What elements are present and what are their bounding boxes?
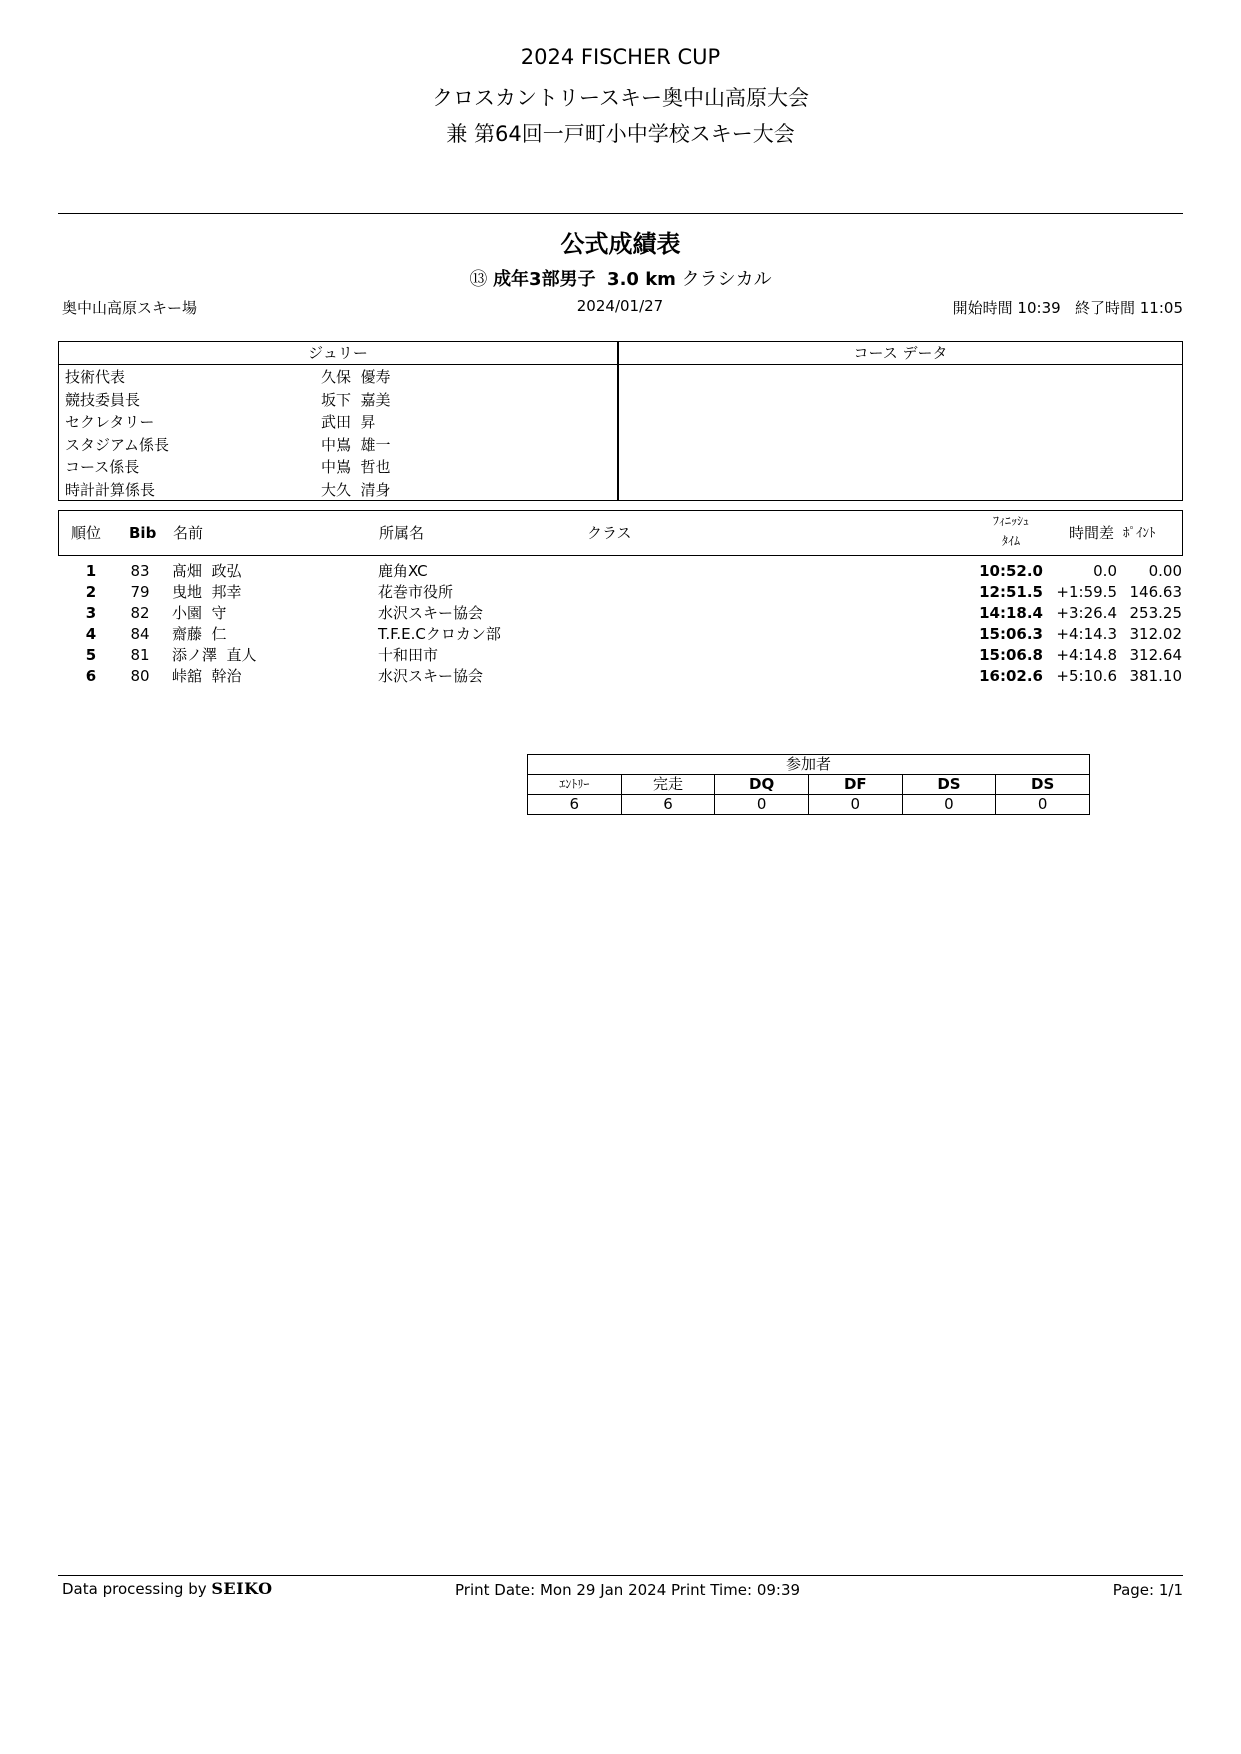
result-time: 12:51.5 — [979, 583, 1043, 601]
result-points: 312.64 — [1129, 646, 1182, 664]
jury-member-name: 中嶌 雄一 — [321, 435, 391, 454]
participants-value: 6 — [621, 795, 715, 815]
divider-bottom — [58, 1575, 1183, 1576]
participants-label: DF — [808, 775, 902, 795]
result-time: 10:52.0 — [979, 562, 1043, 580]
participants-value: 0 — [808, 795, 902, 815]
col-club: 所属名 — [379, 524, 425, 542]
participants-label: DS — [902, 775, 996, 795]
event-distance: 3.0 km — [607, 269, 676, 290]
jury-role: コース係長 — [65, 458, 140, 476]
result-bib: 84 — [130, 625, 150, 643]
participants-label: DS — [996, 775, 1090, 795]
result-diff: +1:59.5 — [1056, 583, 1117, 601]
event-name: 成年3部男子 — [493, 269, 596, 290]
result-club: 十和田市 — [378, 646, 439, 664]
participants-value: 0 — [996, 795, 1090, 815]
page-number: Page: 1/1 — [1112, 1581, 1183, 1599]
col-diff: 時間差 — [1069, 524, 1115, 542]
course-data-header: コース データ — [619, 342, 1182, 365]
result-time: 16:02.6 — [979, 667, 1043, 685]
print-info: Print Date: Mon 29 Jan 2024 Print Time: 09:39 — [455, 1581, 801, 1599]
jury-role: 技術代表 — [65, 368, 126, 386]
result-rank: 2 — [85, 583, 97, 601]
end-time: 11:05 — [1139, 299, 1183, 317]
result-name: 髙畑 政弘 — [172, 562, 242, 580]
result-points: 0.00 — [1148, 562, 1182, 580]
participants-label: 完走 — [621, 775, 715, 795]
participants-label: DQ — [715, 775, 809, 795]
jury-member-name: 武田 昇 — [321, 413, 376, 431]
event-number: ⑬ — [469, 269, 488, 290]
result-time: 15:06.8 — [979, 646, 1043, 664]
result-diff: +4:14.3 — [1056, 625, 1117, 643]
result-club: 鹿角XC — [378, 562, 428, 580]
participants-header: 参加者 — [528, 755, 1090, 775]
jury-role: セクレタリー — [65, 413, 155, 431]
competition-subtitle: 兼 第64回一戸町小中学校スキー大会 — [446, 122, 795, 146]
result-rank: 6 — [85, 667, 97, 685]
result-diff: +5:10.6 — [1056, 667, 1117, 685]
result-bib: 80 — [130, 667, 150, 685]
result-bib: 82 — [130, 604, 150, 622]
data-processing: Data processing by SEIKO — [62, 1579, 273, 1598]
result-points: 146.63 — [1129, 583, 1182, 601]
result-name: 小園 守 — [172, 604, 227, 622]
jury-header: ジュリー — [59, 342, 617, 365]
col-bib: Bib — [129, 524, 157, 542]
jury-role: 時計計算係長 — [65, 480, 156, 499]
divider-top — [58, 213, 1183, 214]
result-name: 齋藤 仁 — [172, 625, 227, 643]
start-time: 10:39 — [1017, 299, 1061, 317]
event-technique: クラシカル — [681, 269, 772, 290]
participants-value: 0 — [902, 795, 996, 815]
jury-member-name: 中嶌 哲也 — [321, 458, 391, 476]
result-club: T.F.E.Cクロカン部 — [378, 625, 501, 643]
result-time: 15:06.3 — [979, 625, 1043, 643]
jury-role: 競技委員長 — [65, 390, 141, 409]
result-points: 381.10 — [1129, 667, 1182, 685]
result-bib: 81 — [130, 646, 150, 664]
result-bib: 79 — [130, 583, 150, 601]
participants-label: ｴﾝﾄﾘｰ — [528, 775, 622, 795]
result-club: 水沢スキー協会 — [378, 604, 484, 622]
result-diff: 0.0 — [1093, 562, 1117, 580]
result-club: 花巻市役所 — [378, 583, 454, 601]
jury-member-name: 久保 優寿 — [321, 368, 391, 386]
result-name: 峠舘 幹治 — [172, 667, 242, 685]
result-rank: 5 — [85, 646, 97, 664]
participants-table — [527, 754, 1090, 815]
result-bib: 83 — [130, 562, 150, 580]
participants-value: 0 — [715, 795, 809, 815]
course-data-box — [618, 341, 1183, 501]
result-club: 水沢スキー協会 — [378, 667, 484, 685]
col-finish-line1: ﾌｨﾆｯｼｭ — [992, 514, 1029, 528]
event-title — [0, 265, 1241, 291]
result-name: 曳地 邦幸 — [172, 583, 242, 601]
result-diff: +4:14.8 — [1056, 646, 1117, 664]
race-date: 2024/01/27 — [576, 297, 664, 315]
venue: 奥中山高原スキー場 — [62, 299, 198, 317]
col-class: クラス — [587, 524, 632, 542]
result-points: 253.25 — [1129, 604, 1182, 622]
col-points: ﾎﾟｲﾝﾄ — [1123, 526, 1156, 541]
result-rank: 1 — [85, 562, 97, 580]
result-rank: 3 — [85, 604, 97, 622]
competition-title: クロスカントリースキー奥中山高原大会 — [432, 86, 809, 110]
result-points: 312.02 — [1129, 625, 1182, 643]
result-diff: +3:26.4 — [1056, 604, 1117, 622]
report-title: 公式成績表 — [560, 230, 681, 258]
jury-member-name: 坂下 嘉美 — [321, 390, 391, 409]
jury-member-name: 大久 清身 — [321, 480, 391, 499]
result-time: 14:18.4 — [979, 604, 1043, 622]
col-finish-line2: ﾀｲﾑ — [1001, 534, 1020, 548]
jury-role: スタジアム係長 — [65, 435, 169, 454]
result-name: 添ノ澤 直人 — [172, 646, 257, 664]
col-name: 名前 — [173, 524, 204, 542]
jury-box — [58, 341, 618, 501]
seiko-logo: SEIKO — [211, 1579, 273, 1598]
race-times: 開始時間 10:39 終了時間 11:05 — [952, 299, 1183, 317]
col-rank: 順位 — [71, 524, 102, 542]
result-rank: 4 — [85, 625, 97, 643]
participants-value: 6 — [528, 795, 622, 815]
results-header — [58, 510, 1183, 556]
event-series-title: 2024 FISCHER CUP — [520, 45, 721, 69]
